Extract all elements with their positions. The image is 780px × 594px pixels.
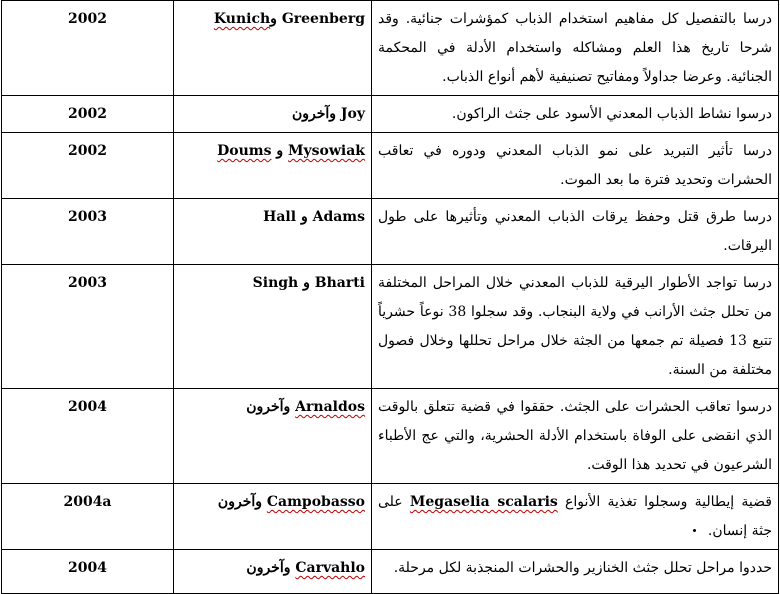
author-name: Bharti (314, 275, 365, 291)
author-cell (174, 199, 372, 265)
description-cell: درسوا تعاقب الحشرات على الجثث. حققوا في قضية تتعلق بالوقت الذي انقضى على الوفاة باستخدام الأدلة الحشرية، والتي عج الأطباء الشرعيون في تحديد هذا الوقت. (372, 389, 779, 484)
author-name: Doums (217, 143, 272, 159)
author-cell (174, 265, 372, 389)
year-cell: 2003 (2, 199, 174, 265)
author-name: Joy (340, 106, 365, 122)
stray-mark (693, 529, 696, 532)
author-name: Adams (312, 209, 365, 225)
author-joiner: و (303, 275, 310, 291)
author-cell (174, 133, 372, 199)
author-suffix: وآخرون (291, 106, 337, 122)
description-cell: درسا تأثير التبريد على نمو الذباب المعدني ودوره في تعاقب الحشرات وتحديد فترة ما بعد الموت. (372, 133, 779, 199)
description-cell: درسا طرق قتل وحفظ يرقات الذباب المعدني وتأثيرها على طول اليرقات. (372, 199, 779, 265)
author-cell (174, 550, 372, 594)
description-cell: درسا بالتفصيل كل مفاهيم استخدام الذباب كمؤشرات جنائية. وقد شرحا تاريخ هذا العلم ومشاكله واستخدام الأدلة في المحكمة الجنائية. وعرضا جداولاً ومفاتيح تصنيفية لأهم أنواع الذباب. (372, 1, 779, 96)
year-cell: 2004a (2, 484, 174, 550)
description-cell (372, 484, 779, 550)
author-name: Arnaldos (295, 399, 365, 415)
description-cell: حددوا مراحل تحلل جثث الخنازير والحشرات المنجذبة لكل مرحلة. (372, 550, 779, 594)
author-joiner: و (270, 11, 277, 27)
author-name: Greenberg (281, 11, 365, 27)
author-joiner: و (276, 143, 284, 159)
species-name: Megaselia scalaris (409, 494, 558, 510)
author-suffix: وآخرون (246, 399, 291, 415)
table-row (2, 199, 779, 265)
table-row (2, 389, 779, 484)
author-name: Carvahlo (295, 560, 365, 576)
year-cell: 2002 (2, 1, 174, 96)
author-name: Hall (263, 209, 297, 225)
author-name: Singh (252, 275, 299, 291)
literature-table (1, 0, 779, 594)
year-cell: 2002 (2, 96, 174, 133)
table-row (2, 265, 779, 389)
author-joiner: و (300, 209, 308, 225)
author-name: Campobasso (266, 494, 365, 510)
description-text: على جثة إنسان. (378, 494, 772, 539)
table-row (2, 133, 779, 199)
author-cell (174, 389, 372, 484)
author-name: Kunich (213, 11, 271, 27)
author-cell (174, 1, 372, 96)
table-row (2, 96, 779, 133)
year-cell: 2004 (2, 389, 174, 484)
author-suffix: وآخرون (217, 494, 262, 510)
table-row (2, 550, 779, 594)
author-cell (174, 484, 372, 550)
year-cell: 2004 (2, 550, 174, 594)
year-cell: 2002 (2, 133, 174, 199)
author-suffix: وآخرون (246, 560, 291, 576)
description-cell: درسوا نشاط الذباب المعدني الأسود على جثث الراكون. (372, 96, 779, 133)
author-name: Mysowiak (288, 143, 365, 159)
year-cell: 2003 (2, 265, 174, 389)
description-cell: درسا تواجد الأطوار اليرقية للذباب المعدني خلال المراحل المختلفة من تحلل جثث الأرانب في ولاية البنجاب. وقد سجلوا 38 نوعاً حشرياً تتبع 13 فصيلة تم جمعها من الجثة خلال مراحل تحللها وخلال فصول مختلفة من السنة. (372, 265, 779, 389)
table-row (2, 484, 779, 550)
table-row (2, 1, 779, 96)
description-text: قضية إيطالية وسجلوا تغذية الأنواع (565, 494, 772, 510)
author-cell (174, 96, 372, 133)
